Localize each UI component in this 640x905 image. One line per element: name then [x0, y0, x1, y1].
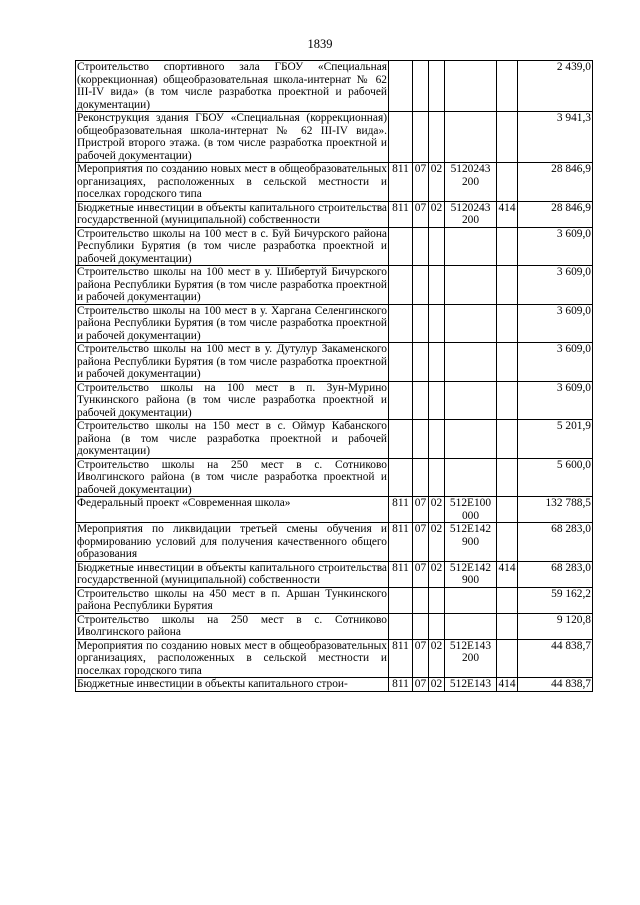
subsection-code-cell [429, 613, 445, 639]
ministry-code-cell: 811 [389, 163, 413, 202]
subsection-code-cell [429, 112, 445, 163]
subsection-code-cell [429, 458, 445, 497]
subsection-code-cell [429, 381, 445, 420]
section-code-cell [413, 304, 429, 343]
subsection-code-cell [429, 587, 445, 613]
table-row [76, 201, 593, 227]
subsection-code-cell: 02 [429, 163, 445, 202]
page-number: 1839 [307, 37, 333, 51]
item-name-cell: Строительство школы на 100 мест в п. Зун-Мурино Тункинского района (в том числе разработка проектной и рабочей документации) [77, 381, 387, 419]
amount-cell: 9 120,8 [518, 613, 593, 639]
section-code-cell: 07 [413, 523, 429, 562]
ministry-code-cell [389, 458, 413, 497]
expense-type-cell [497, 112, 518, 163]
table-row [76, 163, 593, 202]
subsection-code-cell: 02 [429, 561, 445, 587]
expense-type-cell: 414 [497, 561, 518, 587]
section-code-cell [413, 61, 429, 112]
subsection-code-cell: 02 [429, 639, 445, 678]
section-code-cell: 07 [413, 201, 429, 227]
item-name-cell: Мероприятия по ликвидации третьей смены обучения и формированию условий для получения качественного общего образования [77, 523, 387, 560]
amount-cell: 2 439,0 [518, 61, 593, 112]
ministry-code-cell [389, 61, 413, 112]
table-row [76, 639, 593, 678]
target-article-cell: 5120243 200 [445, 163, 497, 202]
item-name-cell: Строительство школы на 250 мест в с. Сотниково Иволгинского района (в том числе разработка проектной и рабочей документации) [77, 458, 387, 496]
expense-type-cell [497, 304, 518, 343]
amount-cell: 68 283,0 [518, 523, 593, 562]
section-code-cell [413, 343, 429, 382]
ministry-code-cell [389, 343, 413, 382]
ministry-code-cell: 811 [389, 497, 413, 523]
subsection-code-cell: 02 [429, 523, 445, 562]
section-code-cell [413, 381, 429, 420]
ministry-code-cell: 811 [389, 201, 413, 227]
expense-type-cell [497, 343, 518, 382]
section-code-cell [413, 266, 429, 305]
item-name-cell: Строительство школы на 150 мест в с. Оймур Кабанского района (в том числе разработка проектной и рабочей документации) [77, 420, 387, 457]
target-article-cell: 512E142 900 [445, 561, 497, 587]
target-article-cell [445, 343, 497, 382]
ministry-code-cell [389, 613, 413, 639]
table-row [76, 112, 593, 163]
ministry-code-cell [389, 304, 413, 343]
ministry-code-cell [389, 266, 413, 305]
item-name-cell: Строительство школы на 250 мест в с. Сотниково Иволгинского района [77, 613, 387, 638]
target-article-cell: 5120243 200 [445, 201, 497, 227]
section-code-cell [413, 112, 429, 163]
amount-cell: 44 838,7 [518, 639, 593, 678]
expense-type-cell [497, 523, 518, 562]
expense-type-cell [497, 497, 518, 523]
budget-table [75, 60, 593, 692]
item-name-cell: Мероприятия по созданию новых мест в общеобразовательных организациях, расположенных в сельской местности и поселках городского типа [77, 163, 387, 200]
target-article-cell: 512E142 900 [445, 523, 497, 562]
amount-cell: 3 609,0 [518, 381, 593, 420]
table-row [76, 587, 593, 613]
ministry-code-cell: 811 [389, 678, 413, 692]
ministry-code-cell: 811 [389, 561, 413, 587]
item-name-cell: Бюджетные инвестиции в объекты капитального строительства государственной (муниципальной) собственности [77, 201, 387, 226]
expense-type-cell [497, 458, 518, 497]
section-code-cell [413, 227, 429, 266]
target-article-cell [445, 112, 497, 163]
ministry-code-cell: 811 [389, 523, 413, 562]
expense-type-cell [497, 639, 518, 678]
ministry-code-cell [389, 587, 413, 613]
expense-type-cell: 414 [497, 201, 518, 227]
expense-type-cell: 414 [498, 678, 516, 690]
table-row [76, 497, 593, 523]
amount-cell: 44 838,7 [518, 678, 593, 692]
section-code-cell [413, 613, 429, 639]
target-article-cell [445, 227, 497, 266]
target-article-cell [445, 304, 497, 343]
table-body [76, 61, 593, 692]
table-row [76, 613, 593, 639]
item-name-cell: Строительство школы на 100 мест в у. Шибертуй Бичурского района Республики Бурятия (в том числе разработка проектной и рабочей документации) [77, 266, 387, 303]
subsection-code-cell [429, 61, 445, 112]
subsection-code-cell [429, 343, 445, 382]
amount-cell: 28 846,9 [518, 163, 593, 202]
amount-cell: 3 609,0 [518, 343, 593, 382]
item-name-cell: Бюджетные инвестиции в объекты капитального строительства государственной (муниципальной) собственности [77, 561, 387, 586]
ministry-code-cell [389, 381, 413, 420]
section-code-cell [413, 420, 429, 459]
table-row [76, 458, 593, 497]
amount-cell: 68 283,0 [518, 561, 593, 587]
amount-cell: 28 846,9 [518, 201, 593, 227]
section-code-cell: 07 [413, 497, 429, 523]
expense-type-cell [497, 381, 518, 420]
section-code-cell: 07 [413, 639, 429, 678]
table-row [76, 381, 593, 420]
expense-type-cell [497, 266, 518, 305]
target-article-cell [445, 420, 497, 459]
expense-type-cell [497, 227, 518, 266]
amount-cell: 3 609,0 [518, 266, 593, 305]
section-code-cell: 07 [413, 561, 429, 587]
target-article-cell [445, 266, 497, 305]
ministry-code-cell [389, 112, 413, 163]
table-row [76, 343, 593, 382]
target-article-cell: 512E100 000 [445, 497, 497, 523]
expense-type-cell [497, 420, 518, 459]
item-name-cell: Строительство школы на 100 мест в с. Буй Бичурского района Республики Бурятия (в том числе разработка проектной и рабочей документации) [77, 227, 387, 265]
ministry-code-cell [389, 227, 413, 266]
ministry-code-cell: 811 [389, 639, 413, 678]
subsection-code-cell [429, 227, 445, 266]
subsection-code-cell: 02 [429, 201, 445, 227]
subsection-code-cell [429, 266, 445, 305]
subsection-code-cell: 02 [429, 678, 445, 692]
expense-type-cell [497, 163, 518, 202]
amount-cell: 3 941,3 [518, 112, 593, 163]
table-row [76, 420, 593, 459]
section-code-cell: 07 [413, 678, 429, 692]
item-name-cell: Реконструкция здания ГБОУ «Специальная (коррекционная) общеобразовательная школа-интернат № 62 III-IV вида». Пристрой второго этажа. (в том числе разработка проектной и рабочей документации) [77, 112, 387, 162]
target-article-cell [445, 613, 497, 639]
item-name-cell: Федеральный проект «Современная школа» [76, 497, 389, 523]
section-code-cell [413, 587, 429, 613]
subsection-code-cell [429, 420, 445, 459]
table-row [76, 561, 593, 587]
amount-cell: 5 201,9 [518, 420, 593, 459]
table-row [76, 61, 593, 112]
item-name-cell: Бюджетные инвестиции в объекты капитального строи- [76, 678, 389, 692]
section-code-cell [413, 458, 429, 497]
item-name-cell: Строительство школы на 100 мест в у. Дутулур Закаменского района Республики Бурятия (в том числе разработка проектной и рабочей документации) [77, 343, 387, 380]
ministry-code-cell [389, 420, 413, 459]
target-article-cell [445, 61, 497, 112]
expense-type-cell [497, 613, 518, 639]
amount-cell: 59 162,2 [518, 587, 593, 613]
table-row [76, 227, 593, 266]
expense-type-cell [497, 61, 518, 112]
item-name-cell: Строительство школы на 450 мест в п. Аршан Тункинского района Республики Бурятия [77, 587, 387, 612]
target-article-cell: 512E143 200 [445, 639, 497, 678]
section-code-cell: 07 [413, 163, 429, 202]
table-row [76, 678, 593, 692]
item-name-cell: Строительство спортивного зала ГБОУ «Специальная (коррекционная) общеобразовательная школа-интернат № 62 III-IV вида» (в том числе разработка проектной и рабочей документации) [77, 61, 387, 111]
subsection-code-cell: 02 [429, 497, 445, 523]
amount-cell: 3 609,0 [518, 227, 593, 266]
target-article-cell [445, 458, 497, 497]
item-name-cell: Строительство школы на 100 мест в у. Харгана Селенгинского района Республики Бурятия (в том числе разработка проектной и рабочей документации) [77, 304, 387, 342]
amount-cell: 132 788,5 [518, 497, 593, 523]
subsection-code-cell [429, 304, 445, 343]
target-article-cell: 512E143 [445, 678, 497, 692]
table-row [76, 523, 593, 562]
item-name-cell: Мероприятия по созданию новых мест в общеобразовательных организациях, расположенных в сельской местности и поселках городского типа [77, 639, 387, 677]
amount-cell: 5 600,0 [518, 458, 593, 497]
expense-type-cell [497, 587, 518, 613]
amount-cell: 3 609,0 [518, 304, 593, 343]
target-article-cell [445, 587, 497, 613]
table-row [76, 304, 593, 343]
table-row [76, 266, 593, 305]
target-article-cell [445, 381, 497, 420]
